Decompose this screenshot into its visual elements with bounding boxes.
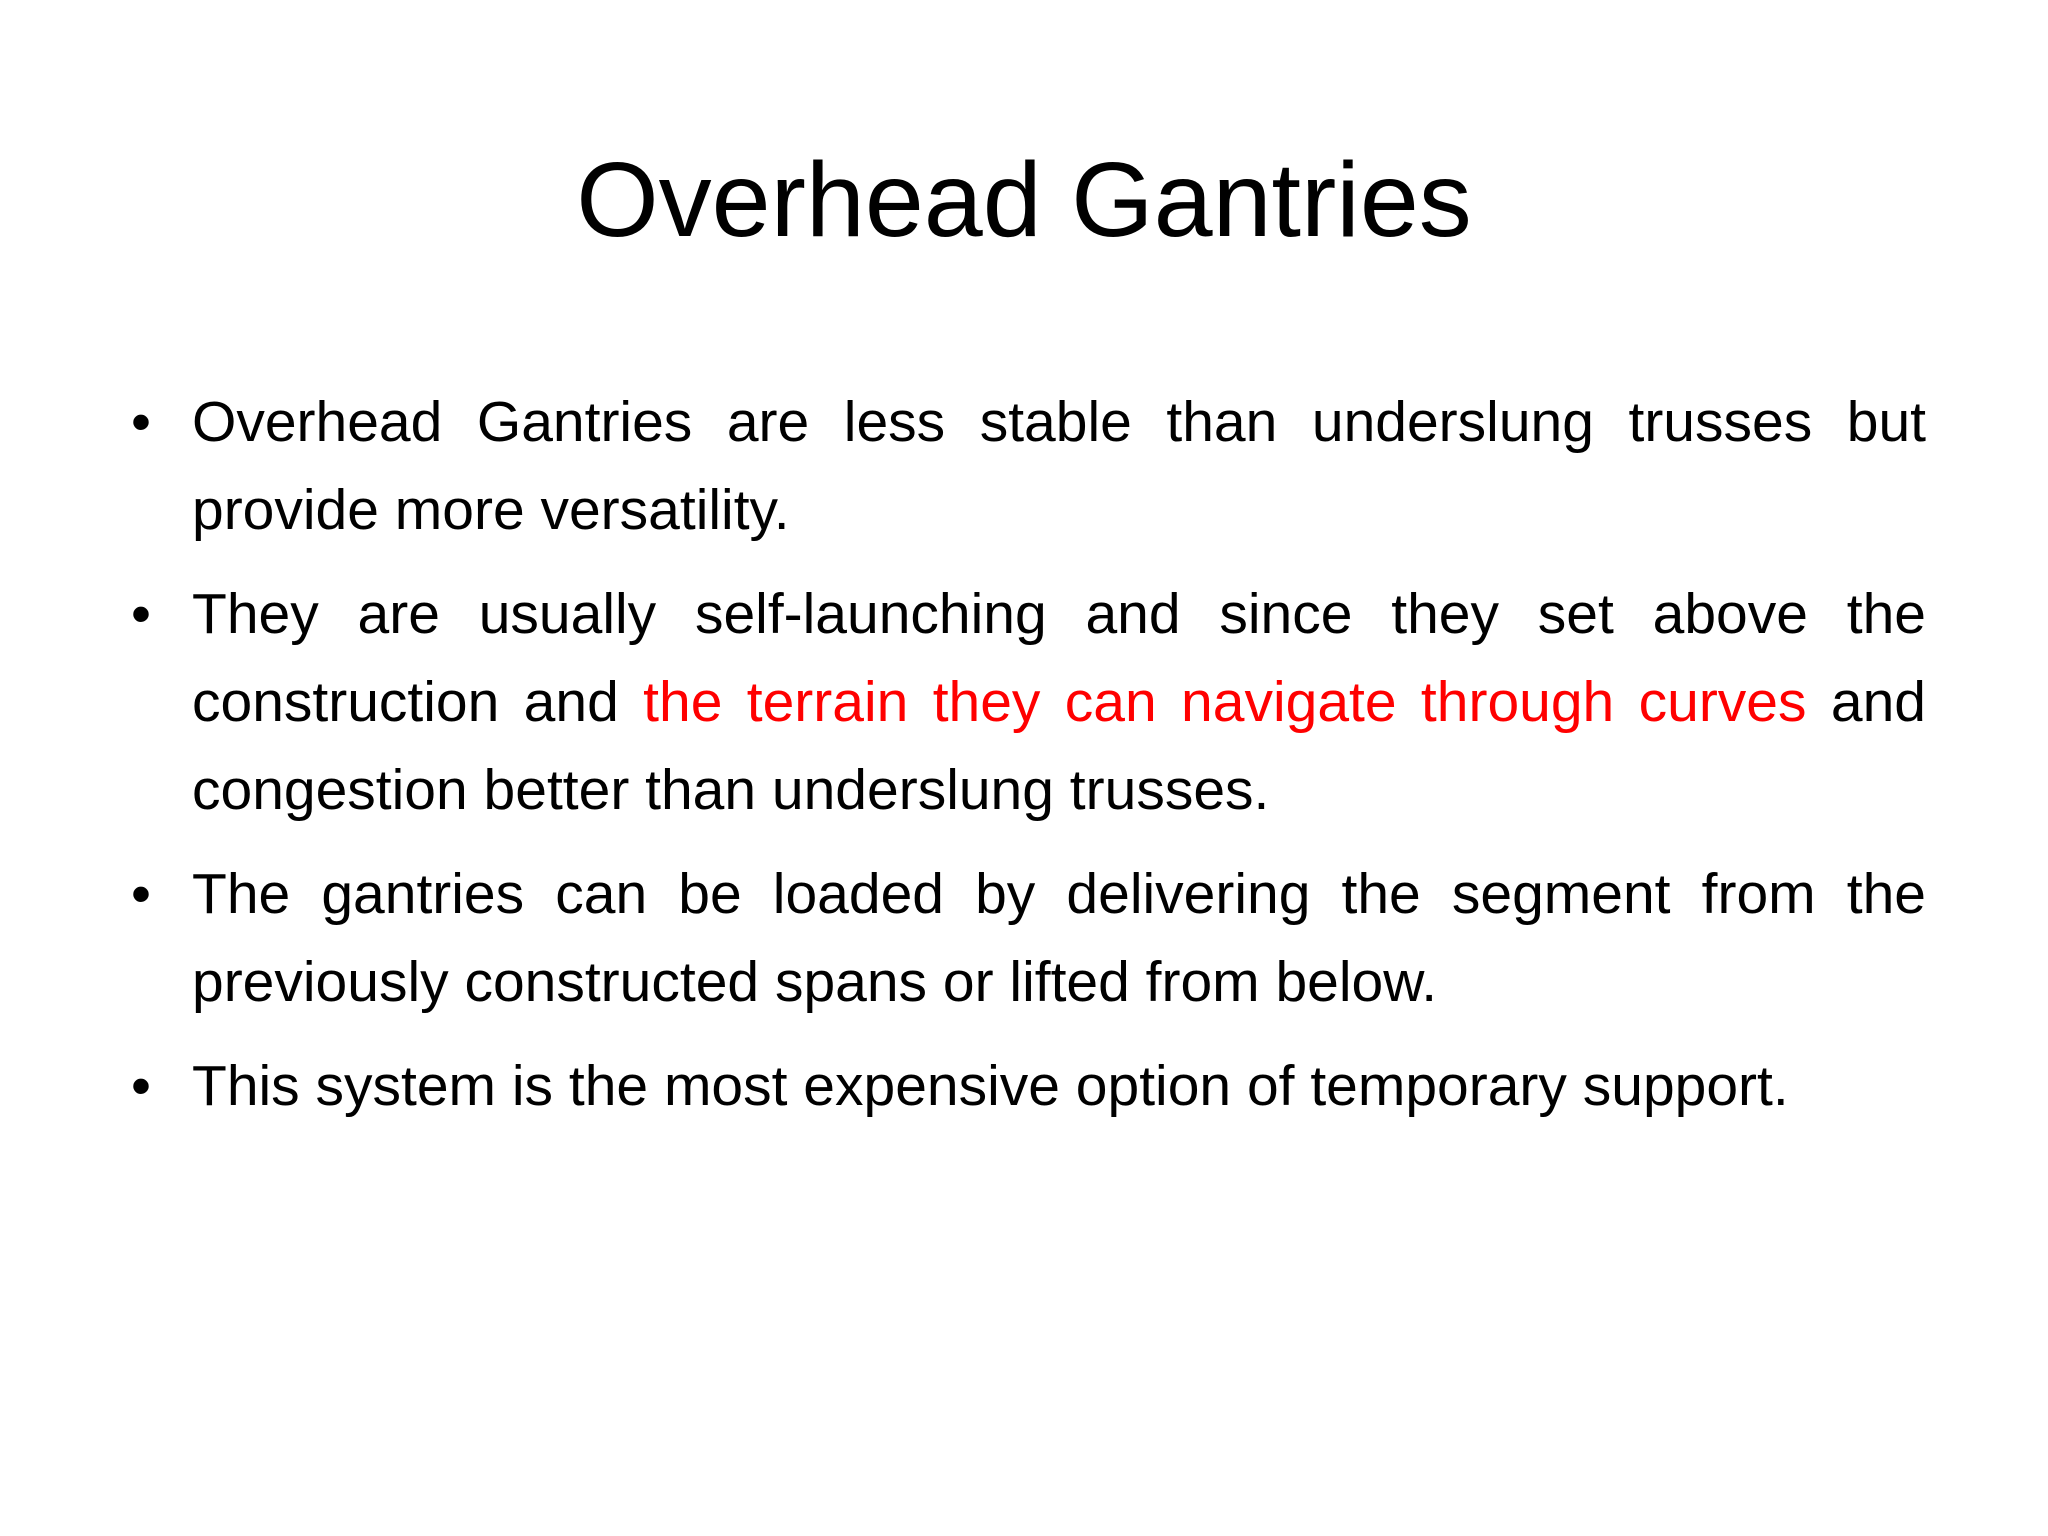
bullet-text: This system is the most expensive option of temporary support.: [192, 1054, 1789, 1118]
bullet-dot-icon: •: [131, 390, 151, 454]
bullet-dot-icon: •: [131, 862, 151, 926]
bullet-item: [131, 1042, 1926, 1130]
highlighted-text: the terrain they can navigate through curves: [643, 670, 1807, 734]
bullet-text-continued: and congestion better than underslung trusses.: [192, 670, 1926, 822]
slide-title: Overhead Gantries: [576, 141, 1472, 259]
bullet-list: [131, 378, 1926, 1146]
bullet-item: [131, 378, 1926, 554]
bullet-item: [131, 570, 1926, 834]
bullet-text: They are usually self-launching and since they set above the construction and: [192, 582, 1926, 734]
bullet-dot-icon: •: [131, 1054, 151, 1118]
bullet-item: [131, 850, 1926, 1026]
bullet-text: Overhead Gantries are less stable than underslung trusses but provide more versatility.: [192, 390, 1926, 542]
bullet-dot-icon: •: [131, 582, 151, 646]
bullet-text: The gantries can be loaded by delivering the segment from the previously constructed spans or lifted from below.: [192, 862, 1926, 1014]
